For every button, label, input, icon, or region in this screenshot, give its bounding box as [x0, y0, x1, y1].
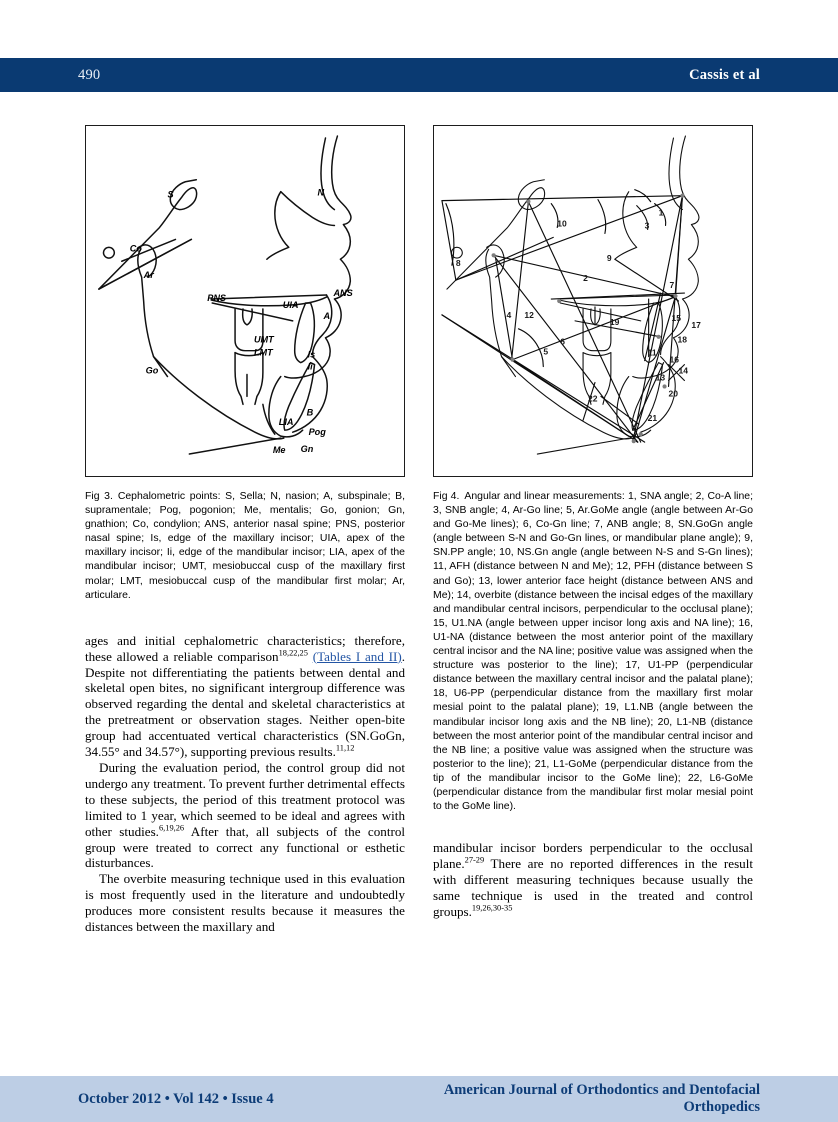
fig3-label-ANS: ANS — [333, 288, 353, 299]
fig3-label-Ii: Ii — [307, 361, 313, 372]
right-paragraph-1 — [433, 840, 753, 920]
fig4-node-S — [526, 200, 530, 204]
fig3-label-LMT: LMT — [253, 347, 273, 358]
fig3-label-N: N — [317, 187, 325, 198]
fig4-num-2: 2 — [583, 273, 588, 284]
fig3-label-S: S — [167, 189, 174, 200]
fig3-label-Is: Is — [307, 349, 316, 360]
page-footer — [0, 1076, 838, 1122]
fig4-node-ANS — [673, 294, 677, 298]
figure-4-caption — [433, 490, 753, 814]
figure-4-caption-text: Angular and linear measurements: 1, SNA angle; 2, Co-A line; 3, SNB angle; 4, Ar-Go line; 5, Ar.GoMe angle (angle between Ar-Go and Go-Me lines); 6, Co-Gn line; 7, ANB angle; 8, SN.GoGn angle (angle between S-N and Go-Gn lines, or mandibular plane angle); 9, SN.PP angle; 10, NS.Gn angle (angle between N-S and S-Gn lines); 11, AFH (distance between N and Me); 12, PFH (distance between S and Go); 13, lower anterior face height (distance between ANS and Me); 14, overbite (distance between the incisal edges of the maxillary and mandibular central incisors, perpendicular to the occlusal plane); 15, U1.NA (angle between upper incisor long axis and NA line); 16, U1-NA (distance between the most anterior point of the maxillary central incisor and the NA line; positive value was assigned when the structure was posterior to the line); 17, U1-PP (perpendicular distance between the maxillary central incisor and the palatal plane); 18, U6-PP (perpendicular distance from the maxillary first molar mesial point to the palatal plane); 19, L1.NB (angle between the mandibular incisor long axis and the NB line); 20, L1-NB (distance between the most anterior point of the mandibular central incisor and the NB line; a positive value was assigned when the structure was posterior to the line); 21, L1-GoMe (perpendicular distance from the tip of the mandibular incisor to the GoMe line); 22, L6-GoMe (perpendicular distance from the mandibular first molar mesial point to the GoMe line). — [433, 491, 753, 813]
fig4-node-Go — [510, 358, 514, 362]
fig3-label-PNS: PNS — [207, 293, 227, 303]
fig4-node-B — [662, 384, 666, 388]
figure-4-image — [433, 125, 753, 477]
fig3-label-Pog: Pog — [308, 427, 326, 438]
fig4-num-9: 9 — [606, 253, 612, 264]
figure-3-number: Fig 3. — [85, 491, 113, 502]
fig4-num-10: 10 — [557, 218, 567, 229]
fig4-num-13: 13 — [655, 372, 666, 383]
fig4-node-Me — [632, 439, 636, 443]
left-paragraph-1 — [85, 633, 405, 760]
figure-4-number: Fig 4. — [433, 491, 460, 502]
footer-journal-name: American Journal of Orthodontics and Dentofacial Orthopedics — [443, 1082, 760, 1115]
fig4-num-16: 16 — [669, 354, 680, 365]
fig3-label-UIA: UIA — [282, 299, 299, 310]
fig4-num-6: 6 — [560, 336, 565, 347]
left-p2-part1: During the evaluation period, the control group did not undergo any treatment. To prevent further detrimental effects to these subjects, the period of this treatment protocol was limited to 1 year, which seemed to be ideal and agrees with other studies. — [85, 760, 405, 839]
fig4-num-15: 15 — [671, 312, 682, 323]
fig4-num-22: 22 — [588, 393, 598, 404]
footer-issue-info: October 2012 • Vol 142 • Issue 4 — [78, 1090, 274, 1107]
figure-3-image — [85, 125, 405, 477]
fig3-label-Go: Go — [145, 365, 159, 376]
fig4-num-11: 11 — [647, 347, 657, 358]
right-p1-part2: There are no reported differences in the result with different measuring techniques because usually the same technique is used in the treated and control groups. — [433, 856, 753, 919]
fig4-node-N — [680, 194, 684, 198]
fig4-node-A — [657, 335, 661, 339]
right-column — [433, 125, 753, 1045]
left-p1-sup2: 11,12 — [335, 743, 355, 753]
fig4-num-14: 14 — [678, 365, 688, 376]
left-p1-part2: . Despite not differentiating the patients between dental and skeletal open bites, no significant intergroup difference was observed regarding the dental and skeletal characteristics at the pretreatment or observation stages. Neither open-bite group had accentuated vertical characteristics (SN.GoGn, 34.55° and 34.57°), supporting previous results. — [85, 648, 405, 760]
running-head-authors: Cassis et al — [689, 66, 760, 83]
page-content — [85, 125, 753, 1045]
fig4-num-8: 8 — [455, 258, 461, 269]
left-column — [85, 125, 405, 1045]
fig3-label-LIA: LIA — [278, 417, 294, 428]
fig4-num-4: 4 — [506, 309, 512, 320]
fig4-node-Co — [492, 253, 496, 257]
figure-3-caption-text: Cephalometric points: S, Sella; N, nasion; A, subspinale; B, supramentale; Pog, pogonion; Me, mentalis; Go, gonion; Gn, gnathion; Co, condylion; ANS, anterior nasal spine; PNS, posterior nasal spine; Is, edge of the maxillary incisor; UIA, apex of the maxillary incisor; Ii, edge of the mandibular incisor; LIA, apex of the mandibular incisor; UMT, mesiobuccal cusp of the maxillary first molar; LMT, mesiobuccal cusp of the mandibular first molar; Ar, articulare. — [85, 491, 405, 601]
left-p2-part2: After that, all subjects of the control group were treated to correct any functional or esthetic disturbances. — [85, 823, 406, 871]
left-paragraph-2 — [85, 760, 405, 871]
fig3-label-Me: Me — [272, 445, 286, 456]
left-p1-sup1: 18,22,25 — [278, 648, 308, 658]
fig3-label-A: A — [323, 310, 331, 321]
left-p2-sup1: 6,19,26 — [158, 823, 185, 833]
fig4-node-PNS — [557, 299, 561, 303]
fig4-num-18: 18 — [677, 334, 687, 345]
fig4-num-3: 3 — [644, 220, 650, 231]
left-body-text — [85, 633, 405, 935]
right-body-text — [433, 840, 753, 920]
fig3-label-B: B — [306, 407, 314, 418]
fig4-num-17: 17 — [691, 319, 701, 330]
fig4-node-Gn — [639, 432, 643, 436]
tables-xref-link[interactable]: (Tables I and II) — [312, 648, 402, 664]
right-p1-sup2: 19,26,30-35 — [471, 903, 513, 913]
fig3-label-UMT: UMT — [253, 334, 274, 345]
page-number: 490 — [78, 66, 101, 83]
fig4-num-5: 5 — [543, 346, 549, 357]
right-p1-part1: mandibular incisor borders perpendicular to the occlusal plane. — [433, 840, 753, 872]
fig4-num-19: 19 — [609, 316, 620, 327]
fig3-label-Co: Co — [129, 243, 142, 254]
fig4-num-12: 12 — [524, 309, 534, 320]
fig4-num-20: 20 — [668, 388, 679, 399]
fig4-num-21: 21 — [647, 413, 658, 424]
left-paragraph-3: The overbite measuring technique used in this evaluation is most frequently used in the literature and undoubtedly produces more consistent results because it measures the distances between the maxillary and — [85, 871, 405, 935]
fig3-label-Gn: Gn — [300, 444, 314, 455]
fig4-num-7: 7 — [669, 280, 675, 291]
figure-3-caption — [85, 490, 405, 603]
fig4-num-1: 1 — [658, 207, 664, 218]
right-p1-sup1: 27-29 — [464, 855, 485, 865]
left-p1-part1: ages and initial cephalometric characteristics; therefore, these allowed a reliable comparison — [85, 632, 405, 664]
running-head — [0, 58, 838, 92]
fig3-label-Ar: Ar — [143, 270, 154, 281]
